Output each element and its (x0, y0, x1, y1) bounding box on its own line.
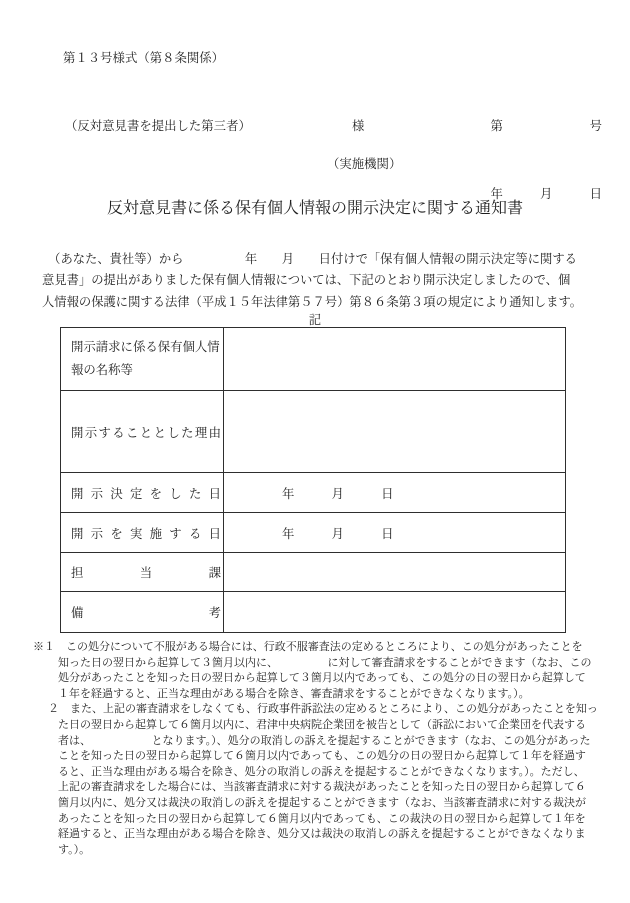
row-label: 備考 (61, 592, 224, 633)
row-label: 開示することとした理由 (61, 391, 224, 473)
footnote-line: 箇月以内に、処分又は裁決の取消しの訴えを提起することができます（なお、当該審査請求に対する裁決が (58, 796, 586, 809)
footnote-line: 者は、 となります。）、処分の取消しの訴えを提起することができます（なお、この処分があった (58, 734, 591, 747)
document-number-line: 第 号 (490, 119, 602, 133)
footnote-line: 上記の審査請求をした場合には、当該審査請求に対する裁決があったことを知った日の翌日から起算して６ (58, 781, 586, 794)
row-value-date: 年 月 日 (224, 513, 566, 553)
row-value-date: 年 月 日 (224, 473, 566, 513)
row-label: 担当課 (61, 553, 224, 592)
body-line: （あなた、貴社等）から 年 月 日付けで「保有個人情報の開示決定等に関する (42, 252, 577, 266)
table-row-information-name (61, 328, 566, 391)
table-row-disclosure-reason (61, 391, 566, 473)
footnote-line: あったことを知った日の翌日から起算して６箇月以内であっても、この裁決の日の翌日から起算して１年を (58, 812, 586, 825)
footnote-line: 知った日の翌日から起算して３箇月以内に、 に対して審査請求をすることができます（なお、この (58, 656, 592, 669)
addressee-honorific: 様 (352, 119, 365, 133)
row-value-field (224, 553, 566, 592)
footnote-line: １年を経過すると、正当な理由がある場合を除き、審査請求をすることができなくなります。）。 (58, 687, 530, 700)
footnote-line: 処分があったことを知った日の翌日から起算して３箇月以内であっても、この処分の日の翌日から起算して (58, 672, 586, 685)
row-label: 開示決定をした日 (61, 473, 224, 513)
table-row-responsible-section (61, 553, 566, 592)
table-row-implementation-date (61, 513, 566, 553)
row-label: 開示を実施する日 (61, 513, 224, 553)
row-label: 開示請求に係る保有個人情報の名称等 (61, 328, 224, 391)
addressee-placeholder: （反対意見書を提出した第三者） (65, 119, 251, 133)
footnote-line: ※１ この処分について不服がある場合には、行政不服審査法の定めるところにより、この処分があったことを (33, 641, 583, 653)
disclosure-details-table (60, 327, 566, 633)
form-style-number: 第１３号様式（第８条関係） (63, 51, 225, 65)
issuing-agency-placeholder: （実施機関） (327, 157, 402, 171)
document-title: 反対意見書に係る保有個人情報の開示決定に関する通知書 (106, 200, 523, 217)
footnote-line: す。）。 (58, 843, 91, 856)
row-value-field (224, 592, 566, 633)
footnotes (0, 640, 630, 858)
footnote-line: た日の翌日から起算して６箇月以内に、君津中央病院企業団を被告として（訴訟において企業団を代表する (58, 718, 586, 731)
body-line: 意見書」の提出がありました保有個人情報については、下記のとおり開示決定しましたので、個 (42, 273, 571, 288)
body-line: 人情報の保護に関する法律（平成１５年法律第５７号）第８６条第３項の規定により通知します。 (42, 294, 583, 309)
table-row-remarks (61, 592, 566, 633)
row-value-field (224, 328, 566, 391)
header-number-date-block (490, 70, 602, 250)
footnote-line: ると、正当な理由がある場合を除き、処分の取消しの訴えを提起することができなくなります。）。ただし、 (58, 765, 585, 778)
issue-date-line: 年 月 日 (490, 186, 602, 201)
footnote-line: ことを知った日の翌日から起算して６箇月以内であっても、この処分の日の翌日から起算して１年を経過す (58, 750, 586, 763)
row-value-field (224, 391, 566, 473)
footnote-line: 経過すると、正当な理由がある場合を除き、処分又は裁決の取消しの訴えを提起することができなくなりま (58, 828, 586, 841)
body-paragraph (42, 249, 582, 313)
table-row-decision-date (61, 473, 566, 513)
footnote-line: ２ また、上記の審査請求をしなくても、行政事件訴訟法の定めるところにより、この処分があったことを知っ (48, 703, 598, 716)
record-marker: 記 (308, 313, 322, 327)
